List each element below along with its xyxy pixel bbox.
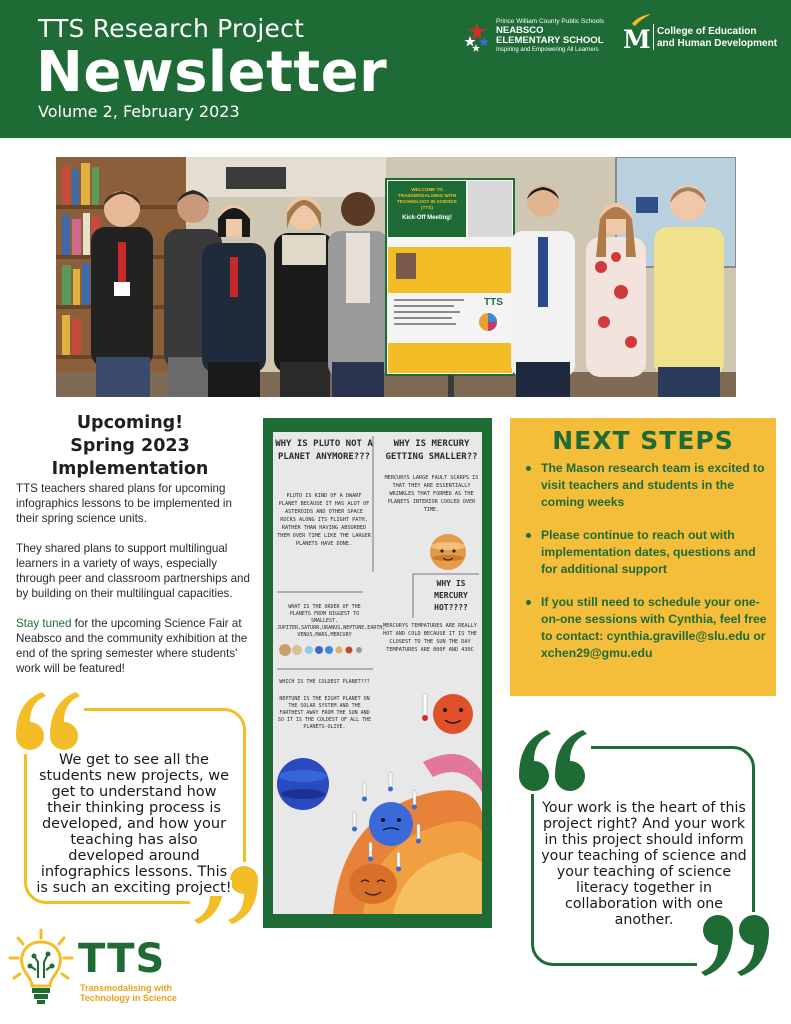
group-photo-illustration	[56, 157, 736, 397]
newsletter-header	[0, 0, 791, 138]
teacher-quote-right	[515, 728, 775, 984]
mercury-hot-text: MERCURYS TEMPATURES ARE REALLY HOT AND COLD BECAUSE IT IS THE CLOSEST TO THE SUN THE DAY TEMPATURES ARE 800F AND 430C	[383, 623, 477, 653]
svg-text:(TTS): (TTS)	[421, 205, 433, 210]
bullet-icon	[526, 600, 531, 605]
school-name: NEABSCO ELEMENTARY SCHOOL	[496, 25, 604, 46]
open-quote-icon	[515, 728, 591, 794]
quote-left-text: We get to see all the students new projects, we get to understand how their thinking process is developed, and how your teaching has also developed around infographics lessons. This is such an exciting project!	[36, 752, 232, 896]
mercury-hot-heading: WHY IS MERCURY HOT????	[434, 579, 468, 612]
open-quote-icon	[12, 690, 84, 754]
logo-divider	[653, 24, 654, 50]
upcoming-paragraph-2: They shared plans to support multilingual learners in a variety of ways, especially through peer and classroom partnerships and by building on their multilingual capacities.	[16, 542, 250, 600]
next-steps-title: NEXT STEPS	[552, 426, 734, 455]
pluto-heading: WHY IS PLUTO NOT A PLANET ANYMORE???	[275, 439, 373, 462]
planet-order-text: WHAT IS THE ORDER OF THE PLANETS FROM BIGGEST TO SMALLEST. JUPITER,SATURN,URANUS,NEPTUNE,EARTH, VENUS,MARS,MERCURY	[277, 604, 386, 638]
upcoming-title-line3: Implementation	[51, 459, 209, 479]
bullet-icon	[526, 533, 531, 538]
svg-text:TRANSMODALISING WITH: TRANSMODALISING WITH	[397, 193, 457, 198]
svg-text:M: M	[623, 25, 651, 52]
list-item: The Mason research team is excited to visit teachers and students in the coming weeks	[526, 460, 770, 511]
header-subtitle: TTS Research Project	[38, 14, 305, 43]
teacher-quote-left	[12, 690, 252, 930]
people	[91, 179, 724, 397]
gmu-name-line1: College of Education	[657, 26, 757, 37]
tts-fullname	[80, 983, 177, 1003]
neabsco-school-logo	[463, 16, 613, 58]
coldest-text: NEPTUNE IS THE EIGHT PLANET ON THE SOLAR SYSTEM AND THE FARTHEST AWAY FROM THE SUN AND SO IT IS THE COLDEST OF ALL THE PLANETS-OLIVE.	[277, 696, 372, 730]
upcoming-paragraph-3-rest: for the upcoming Science Fair at Neabsco and the community exhibition at the end of the spring semester where students' work will be featured!	[16, 617, 248, 675]
upcoming-title-line2: Spring 2023	[70, 436, 190, 456]
header-volume: Volume 2, February 2023	[38, 102, 240, 121]
group-photo	[56, 157, 736, 397]
tts-fullname-line1: Transmodalising with	[80, 983, 173, 993]
lightbulb-icon	[8, 928, 74, 1006]
next-steps-list	[526, 460, 770, 678]
svg-text:TECHNOLOGY IN SCIENCE: TECHNOLOGY IN SCIENCE	[397, 199, 457, 204]
bullet-icon	[526, 466, 531, 471]
svg-text:WELCOME TO: WELCOME TO	[411, 187, 443, 192]
next-steps-box	[510, 418, 776, 696]
list-item: Please continue to reach out with implementation dates, questions and for additional support	[526, 527, 770, 578]
student-infographic-frame	[263, 418, 492, 928]
mercury-heading: WHY IS MERCURY GETTING SMALLER??	[385, 439, 478, 462]
pluto-text: PLUTO IS KIND OF A DWARF PLANET BECAUSE IT HAS ALOT OF ASTEROIDS AND OTHER SPACE ROCKS ALONG ITS FLIGHT PATH, RATHER THAN HAVING ABSORBED THEM OVER TIME LIKE THE LARGER PLANETS HAVE DONE.	[277, 493, 371, 547]
tts-acronym: TTS	[78, 936, 166, 982]
header-title: Newsletter	[36, 40, 388, 105]
tts-footer-logo	[8, 928, 178, 1008]
gmu-name-line2: and Human Development	[657, 38, 778, 49]
tts-fullname-line2: Technology in Science	[80, 993, 177, 1003]
stars-icon	[463, 20, 491, 52]
student-infographic	[273, 432, 482, 914]
quote-right-text: Your work is the heart of this project right? And your work in this project should inform your teaching of science and your teaching of science literacy together in collaboration with one another.	[541, 800, 747, 928]
upcoming-title-line1: Upcoming!	[76, 413, 184, 433]
gmu-college-name	[657, 26, 777, 50]
svg-text:TTS: TTS	[484, 297, 503, 308]
school-district-line: Prince William County Public Schools	[496, 18, 605, 25]
stay-tuned-highlight: Stay tuned	[16, 617, 72, 630]
upcoming-title	[40, 412, 220, 481]
coldest-heading: WHICH IS THE COLDEST PLANET???	[279, 679, 370, 685]
school-tagline: Inspiring and Empowering All Learners	[496, 47, 599, 53]
upcoming-paragraph-3	[16, 616, 250, 676]
upcoming-paragraph-1: TTS teachers shared plans for upcoming infographics lessons to be implemented in their spring science units.	[16, 482, 232, 525]
list-item: If you still need to schedule your one-on-one sessions with Cynthia, feel free to contact: cynthia.graville@slu.edu or xchen29@gmu.edu	[526, 594, 770, 662]
gmu-m-logo-icon	[622, 12, 652, 52]
gmu-cehd-logo	[622, 12, 782, 56]
svg-text:Kick-Off Meeting!: Kick-Off Meeting!	[402, 215, 452, 221]
mercury-text: MERCURYS LARGE FAULT SCARPS IS THAT THEY ARE ESSENTIALLY WRINKLES THAT FORMED AS THE PLANETS INTERIOR COOLED OVER TIME.	[384, 475, 479, 513]
upcoming-body	[16, 481, 250, 691]
